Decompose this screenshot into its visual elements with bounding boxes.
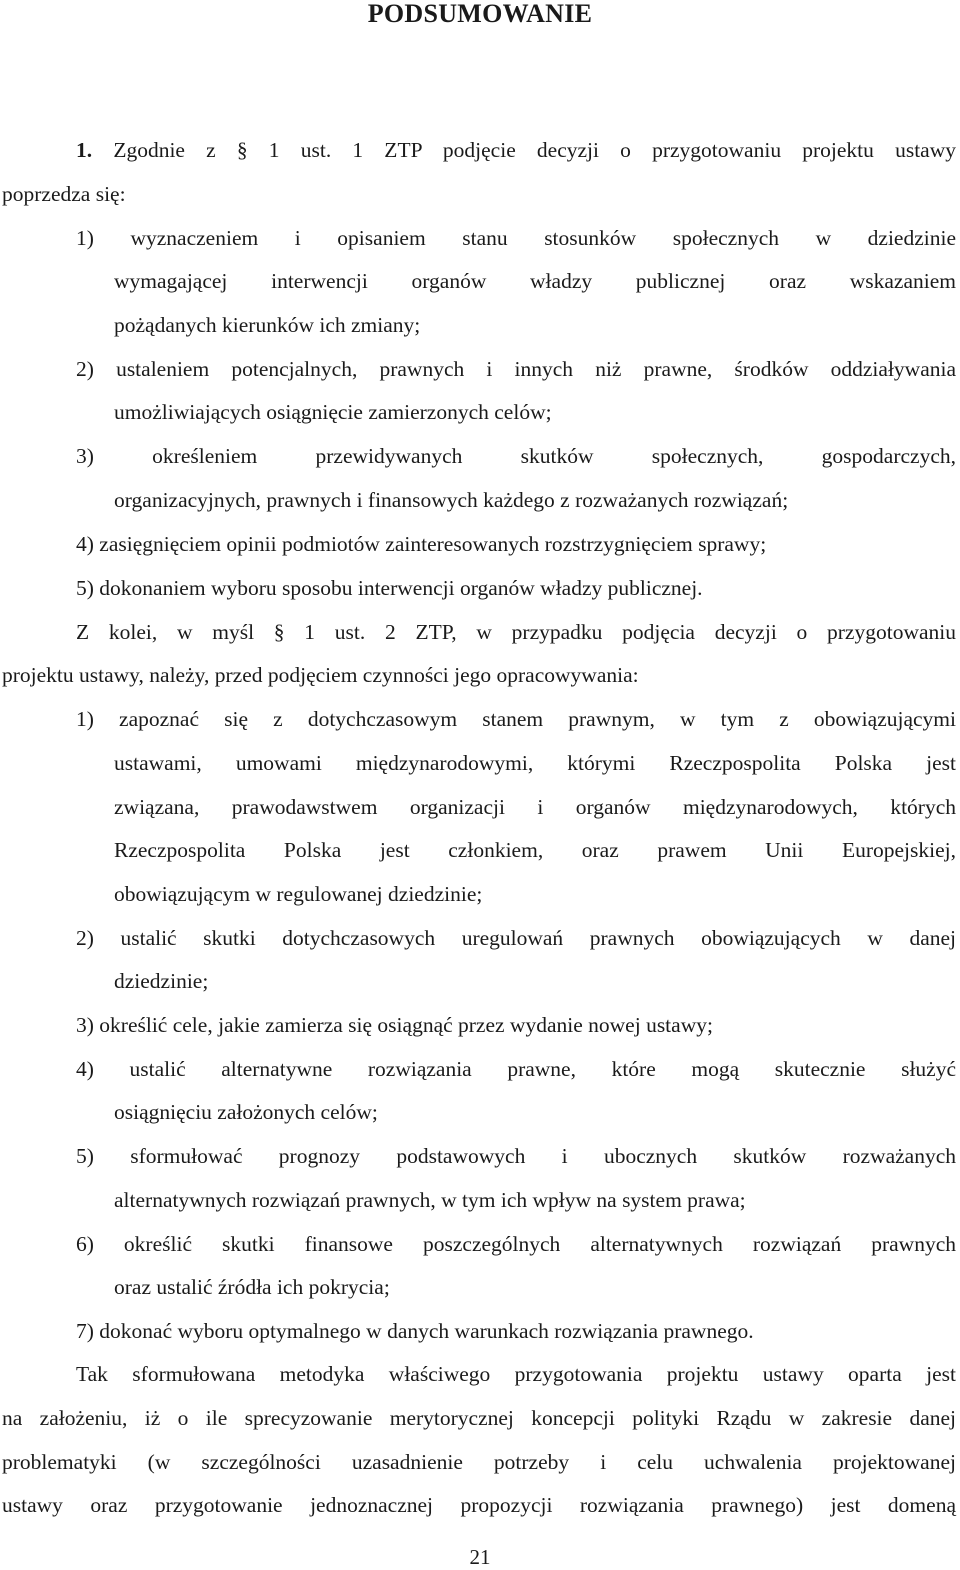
s2-item4-line2: osiągnięciu założonych celów;: [114, 1100, 378, 1124]
closing-line3: problematyki (w szczególności uzasadnienie potrzeby i celu uchwalenia projektowanej: [2, 1450, 956, 1474]
s1-item1-line1: 1) wyznaczeniem i opisaniem stanu stosunków społecznych w dziedzinie: [76, 226, 956, 250]
section2-intro-line1: Z kolei, w myśl § 1 ust. 2 ZTP, w przypadku podjęcia decyzji o przygotowaniu: [76, 620, 956, 644]
section1-intro-text: Zgodnie z § 1 ust. 1 ZTP podjęcie decyzji o przygotowaniu projektu ustawy: [113, 138, 957, 162]
section2-intro-line2: projektu ustawy, należy, przed podjęciem czynności jego opracowywania:: [2, 663, 639, 687]
s2-item4-line1: 4) ustalić alternatywne rozwiązania prawne, które mogą skutecznie służyć: [76, 1057, 956, 1081]
s2-item1-line2: ustawami, umowami międzynarodowymi, którymi Rzeczpospolita Polska jest: [114, 751, 956, 775]
section1-intro-line1: [76, 136, 956, 164]
s2-item5-line1: 5) sformułować prognozy podstawowych i ubocznych skutków rozważanych: [76, 1144, 956, 1168]
s2-item6-line1: 6) określić skutki finansowe poszczególnych alternatywnych rozwiązań prawnych: [76, 1232, 956, 1256]
s2-item7-line1: 7) dokonać wyboru optymalnego w danych warunkach rozwiązania prawnego.: [76, 1319, 754, 1343]
s1-item5-line1: 5) dokonaniem wyboru sposobu interwencji organów władzy publicznej.: [76, 576, 703, 600]
closing-line1: Tak sformułowana metodyka właściwego przygotowania projektu ustawy oparta jest: [76, 1362, 956, 1386]
section1-intro-line2: poprzedza się:: [2, 182, 126, 206]
s2-item2-line2: dziedzinie;: [114, 969, 209, 993]
s2-item1-line4: Rzeczpospolita Polska jest członkiem, oraz prawem Unii Europejskiej,: [114, 838, 956, 862]
closing-line4: ustawy oraz przygotowanie jednoznacznej propozycji rozwiązania prawnego) jest domeną: [2, 1493, 956, 1517]
closing-line2: na założeniu, iż o ile sprecyzowanie merytorycznej koncepcji polityki Rządu w zakresie danej: [2, 1406, 956, 1430]
s1-item4-line1: 4) zasięgnięciem opinii podmiotów zainteresowanych rozstrzygnięciem sprawy;: [76, 532, 767, 556]
s2-item6-line2: oraz ustalić źródła ich pokrycia;: [114, 1275, 390, 1299]
s2-item1-line5: obowiązującym w regulowanej dziedzinie;: [114, 882, 483, 906]
s1-item2-line2: umożliwiających osiągnięcie zamierzonych celów;: [114, 400, 552, 424]
s2-item2-line1: 2) ustalić skutki dotychczasowych uregulowań prawnych obowiązujących w danej: [76, 926, 956, 950]
s2-item5-line2: alternatywnych rozwiązań prawnych, w tym ich wpływ na system prawa;: [114, 1188, 746, 1212]
s1-item1-line3: pożądanych kierunków ich zmiany;: [114, 313, 421, 337]
s1-item3-line2: organizacyjnych, prawnych i finansowych każdego z rozważanych rozwiązań;: [114, 488, 789, 512]
section1-number: 1.: [76, 138, 93, 162]
s1-item3-line1: 3) określeniem przewidywanych skutków społecznych, gospodarczych,: [76, 444, 956, 468]
page-title: PODSUMOWANIE: [367, 0, 593, 28]
page-number: 21: [469, 1545, 491, 1569]
s1-item1-line2: wymagającej interwencji organów władzy publicznej oraz wskazaniem: [114, 269, 956, 293]
s1-item2-line1: 2) ustaleniem potencjalnych, prawnych i innych niż prawne, środków oddziaływania: [76, 357, 956, 381]
s2-item1-line3: związana, prawodawstwem organizacji i organów międzynarodowych, których: [114, 795, 956, 819]
s2-item1-line1: 1) zapoznać się z dotychczasowym stanem prawnym, w tym z obowiązującymi: [76, 707, 956, 731]
s2-item3-line1: 3) określić cele, jakie zamierza się osiągnąć przez wydanie nowej ustawy;: [76, 1013, 713, 1037]
